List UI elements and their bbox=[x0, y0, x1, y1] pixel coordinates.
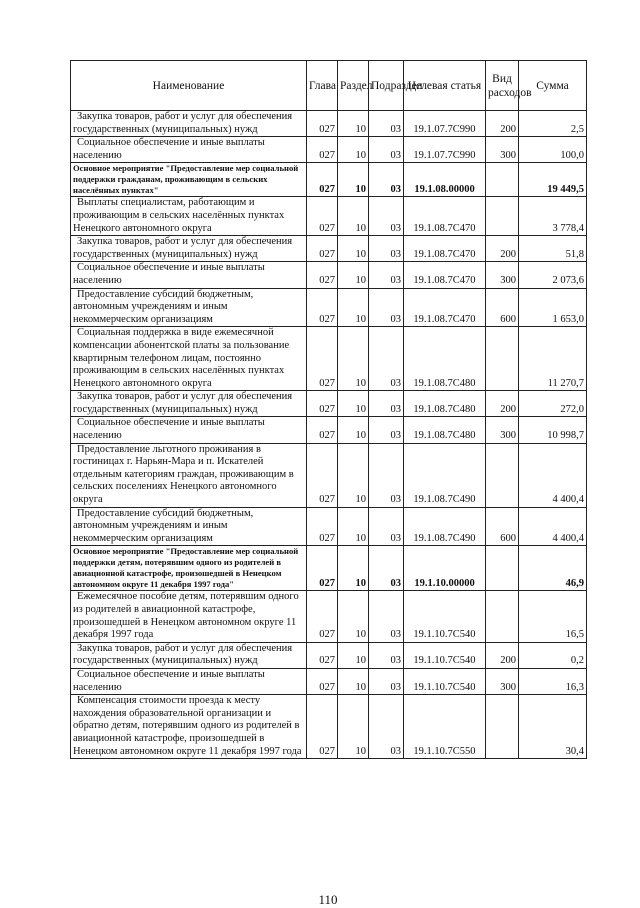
row-target: 19.1.07.7C990 bbox=[404, 111, 486, 137]
row-name: Ежемесячное пособие детям, потерявшим одного из родителей в авиационной катастрофе, произошедшей в Ненецком автономном округе 11 декабря 1997 года bbox=[71, 591, 307, 642]
row-chapter: 027 bbox=[307, 236, 338, 262]
row-subsection: 03 bbox=[369, 163, 404, 197]
row-target: 19.1.08.7C470 bbox=[404, 262, 486, 288]
row-kind bbox=[486, 327, 519, 391]
row-sum: 100,0 bbox=[519, 137, 587, 163]
header-chapter: Глава bbox=[307, 61, 338, 111]
row-section: 10 bbox=[338, 591, 369, 642]
row-kind: 300 bbox=[486, 668, 519, 694]
row-chapter: 027 bbox=[307, 546, 338, 591]
row-target: 19.1.10.7C540 bbox=[404, 642, 486, 668]
row-target: 19.1.10.7C550 bbox=[404, 695, 486, 759]
row-section: 10 bbox=[338, 197, 369, 236]
row-target: 19.1.08.7C470 bbox=[404, 197, 486, 236]
row-section: 10 bbox=[338, 262, 369, 288]
row-name: Закупка товаров, работ и услуг для обеспечения государственных (муниципальных) нужд bbox=[71, 111, 307, 137]
row-chapter: 027 bbox=[307, 391, 338, 417]
row-target: 19.1.07.7C990 bbox=[404, 137, 486, 163]
header-name: Наименование bbox=[71, 61, 307, 111]
row-kind bbox=[486, 546, 519, 591]
row-subsection: 03 bbox=[369, 668, 404, 694]
row-subsection: 03 bbox=[369, 288, 404, 327]
header-sum: Сумма bbox=[519, 61, 587, 111]
row-target: 19.1.10.00000 bbox=[404, 546, 486, 591]
row-name: Предоставление льготного проживания в гостиницах г. Нарьян-Мара и п. Искателей отдельным категориям граждан, проживающим в сельских поселениях Ненецкого автономного округа bbox=[71, 443, 307, 507]
table-row bbox=[71, 327, 587, 391]
row-section: 10 bbox=[338, 236, 369, 262]
row-chapter: 027 bbox=[307, 111, 338, 137]
row-name: Социальная поддержка в виде ежемесячной компенсации абонентской платы за пользование квартирным телефоном лицам, постоянно проживающим в сельских населённых пунктах Ненецкого автономного округа bbox=[71, 327, 307, 391]
row-section: 10 bbox=[338, 391, 369, 417]
table-row bbox=[71, 262, 587, 288]
table-body bbox=[71, 111, 587, 759]
row-section: 10 bbox=[338, 507, 369, 546]
row-kind: 200 bbox=[486, 391, 519, 417]
row-section: 10 bbox=[338, 642, 369, 668]
row-sum: 272,0 bbox=[519, 391, 587, 417]
row-kind bbox=[486, 163, 519, 197]
table-row bbox=[71, 591, 587, 642]
row-section: 10 bbox=[338, 417, 369, 443]
row-kind: 300 bbox=[486, 417, 519, 443]
row-subsection: 03 bbox=[369, 137, 404, 163]
table-row bbox=[71, 163, 587, 197]
row-name: Социальное обеспечение и иные выплаты населению bbox=[71, 668, 307, 694]
row-target: 19.1.08.7C480 bbox=[404, 417, 486, 443]
table-row bbox=[71, 197, 587, 236]
row-name: Социальное обеспечение и иные выплаты населению bbox=[71, 417, 307, 443]
row-chapter: 027 bbox=[307, 668, 338, 694]
row-kind: 200 bbox=[486, 642, 519, 668]
row-kind: 200 bbox=[486, 236, 519, 262]
header-subsection: Подраздел bbox=[369, 61, 404, 111]
row-chapter: 027 bbox=[307, 417, 338, 443]
row-chapter: 027 bbox=[307, 642, 338, 668]
table-row bbox=[71, 668, 587, 694]
row-sum: 4 400,4 bbox=[519, 443, 587, 507]
row-kind bbox=[486, 591, 519, 642]
row-sum: 10 998,7 bbox=[519, 417, 587, 443]
row-chapter: 027 bbox=[307, 288, 338, 327]
row-target: 19.1.08.7C480 bbox=[404, 327, 486, 391]
row-kind: 600 bbox=[486, 507, 519, 546]
row-subsection: 03 bbox=[369, 546, 404, 591]
row-subsection: 03 bbox=[369, 391, 404, 417]
row-target: 19.1.08.7C470 bbox=[404, 236, 486, 262]
row-name: Социальное обеспечение и иные выплаты населению bbox=[71, 137, 307, 163]
row-sum: 16,3 bbox=[519, 668, 587, 694]
row-subsection: 03 bbox=[369, 417, 404, 443]
row-target: 19.1.08.7C470 bbox=[404, 288, 486, 327]
row-chapter: 027 bbox=[307, 327, 338, 391]
row-section: 10 bbox=[338, 111, 369, 137]
table-header-row bbox=[71, 61, 587, 111]
table-row bbox=[71, 236, 587, 262]
row-sum: 19 449,5 bbox=[519, 163, 587, 197]
row-section: 10 bbox=[338, 695, 369, 759]
page-number: 110 bbox=[318, 892, 338, 907]
row-target: 19.1.10.7C540 bbox=[404, 668, 486, 694]
row-chapter: 027 bbox=[307, 507, 338, 546]
row-target: 19.1.10.7C540 bbox=[404, 591, 486, 642]
row-section: 10 bbox=[338, 137, 369, 163]
table-row bbox=[71, 642, 587, 668]
table-row bbox=[71, 507, 587, 546]
row-subsection: 03 bbox=[369, 443, 404, 507]
table-row bbox=[71, 391, 587, 417]
row-target: 19.1.08.7C480 bbox=[404, 391, 486, 417]
row-section: 10 bbox=[338, 546, 369, 591]
row-chapter: 027 bbox=[307, 197, 338, 236]
row-name: Компенсация стоимости проезда к месту нахождения образовательной организации и обратно детям, потерявшим одного из родителей в авиационной катастрофе, произошедшей в Ненецком автономном округе 11 декабря 1997 года bbox=[71, 695, 307, 759]
row-sum: 3 778,4 bbox=[519, 197, 587, 236]
row-target: 19.1.08.7C490 bbox=[404, 507, 486, 546]
row-section: 10 bbox=[338, 668, 369, 694]
table-row bbox=[71, 443, 587, 507]
header-section: Раздел bbox=[338, 61, 369, 111]
table-row bbox=[71, 546, 587, 591]
row-chapter: 027 bbox=[307, 591, 338, 642]
row-subsection: 03 bbox=[369, 591, 404, 642]
row-sum: 11 270,7 bbox=[519, 327, 587, 391]
row-subsection: 03 bbox=[369, 642, 404, 668]
table-row bbox=[71, 288, 587, 327]
row-name: Выплаты специалистам, работающим и проживающим в сельских населённых пунктах Ненецкого автономного округа bbox=[71, 197, 307, 236]
row-name: Закупка товаров, работ и услуг для обеспечения государственных (муниципальных) нужд bbox=[71, 642, 307, 668]
row-section: 10 bbox=[338, 327, 369, 391]
row-sum: 16,5 bbox=[519, 591, 587, 642]
row-subsection: 03 bbox=[369, 695, 404, 759]
row-sum: 51,8 bbox=[519, 236, 587, 262]
table-row bbox=[71, 417, 587, 443]
row-sum: 0,2 bbox=[519, 642, 587, 668]
row-kind bbox=[486, 443, 519, 507]
row-kind bbox=[486, 197, 519, 236]
row-name: Предоставление субсидий бюджетным, автономным учреждениям и иным некоммерческим организациям bbox=[71, 288, 307, 327]
table-row bbox=[71, 137, 587, 163]
row-subsection: 03 bbox=[369, 111, 404, 137]
row-target: 19.1.08.7C490 bbox=[404, 443, 486, 507]
row-sum: 4 400,4 bbox=[519, 507, 587, 546]
row-kind bbox=[486, 695, 519, 759]
row-sum: 46,9 bbox=[519, 546, 587, 591]
row-section: 10 bbox=[338, 163, 369, 197]
row-sum: 30,4 bbox=[519, 695, 587, 759]
row-sum: 2,5 bbox=[519, 111, 587, 137]
row-sum: 2 073,6 bbox=[519, 262, 587, 288]
row-chapter: 027 bbox=[307, 443, 338, 507]
row-section: 10 bbox=[338, 288, 369, 327]
row-name: Закупка товаров, работ и услуг для обеспечения государственных (муниципальных) нужд bbox=[71, 236, 307, 262]
document-page bbox=[70, 60, 586, 907]
row-sum: 1 653,0 bbox=[519, 288, 587, 327]
row-kind: 200 bbox=[486, 111, 519, 137]
header-target: Целевая статья bbox=[404, 61, 486, 111]
row-subsection: 03 bbox=[369, 507, 404, 546]
row-chapter: 027 bbox=[307, 262, 338, 288]
row-kind: 300 bbox=[486, 262, 519, 288]
row-subsection: 03 bbox=[369, 197, 404, 236]
row-name: Основное мероприятие "Предоставление мер социальной поддержки гражданам, проживающим в сельских населённых пунктах" bbox=[71, 163, 307, 197]
budget-table bbox=[70, 60, 587, 759]
table-row bbox=[71, 111, 587, 137]
row-chapter: 027 bbox=[307, 163, 338, 197]
row-subsection: 03 bbox=[369, 262, 404, 288]
row-subsection: 03 bbox=[369, 327, 404, 391]
header-kind: Вид расходов bbox=[486, 61, 519, 111]
row-section: 10 bbox=[338, 443, 369, 507]
row-name: Закупка товаров, работ и услуг для обеспечения государственных (муниципальных) нужд bbox=[71, 391, 307, 417]
row-subsection: 03 bbox=[369, 236, 404, 262]
row-kind: 300 bbox=[486, 137, 519, 163]
table-row bbox=[71, 695, 587, 759]
row-kind: 600 bbox=[486, 288, 519, 327]
row-chapter: 027 bbox=[307, 137, 338, 163]
row-chapter: 027 bbox=[307, 695, 338, 759]
row-name: Социальное обеспечение и иные выплаты населению bbox=[71, 262, 307, 288]
row-name: Предоставление субсидий бюджетным, автономным учреждениям и иным некоммерческим организациям bbox=[71, 507, 307, 546]
row-target: 19.1.08.00000 bbox=[404, 163, 486, 197]
row-name: Основное мероприятие "Предоставление мер социальной поддержки детям, потерявшим одного из родителей в авиационной катастрофе, произошедшей в Ненецком автономном округе 11 декабря 1997 года" bbox=[71, 546, 307, 591]
